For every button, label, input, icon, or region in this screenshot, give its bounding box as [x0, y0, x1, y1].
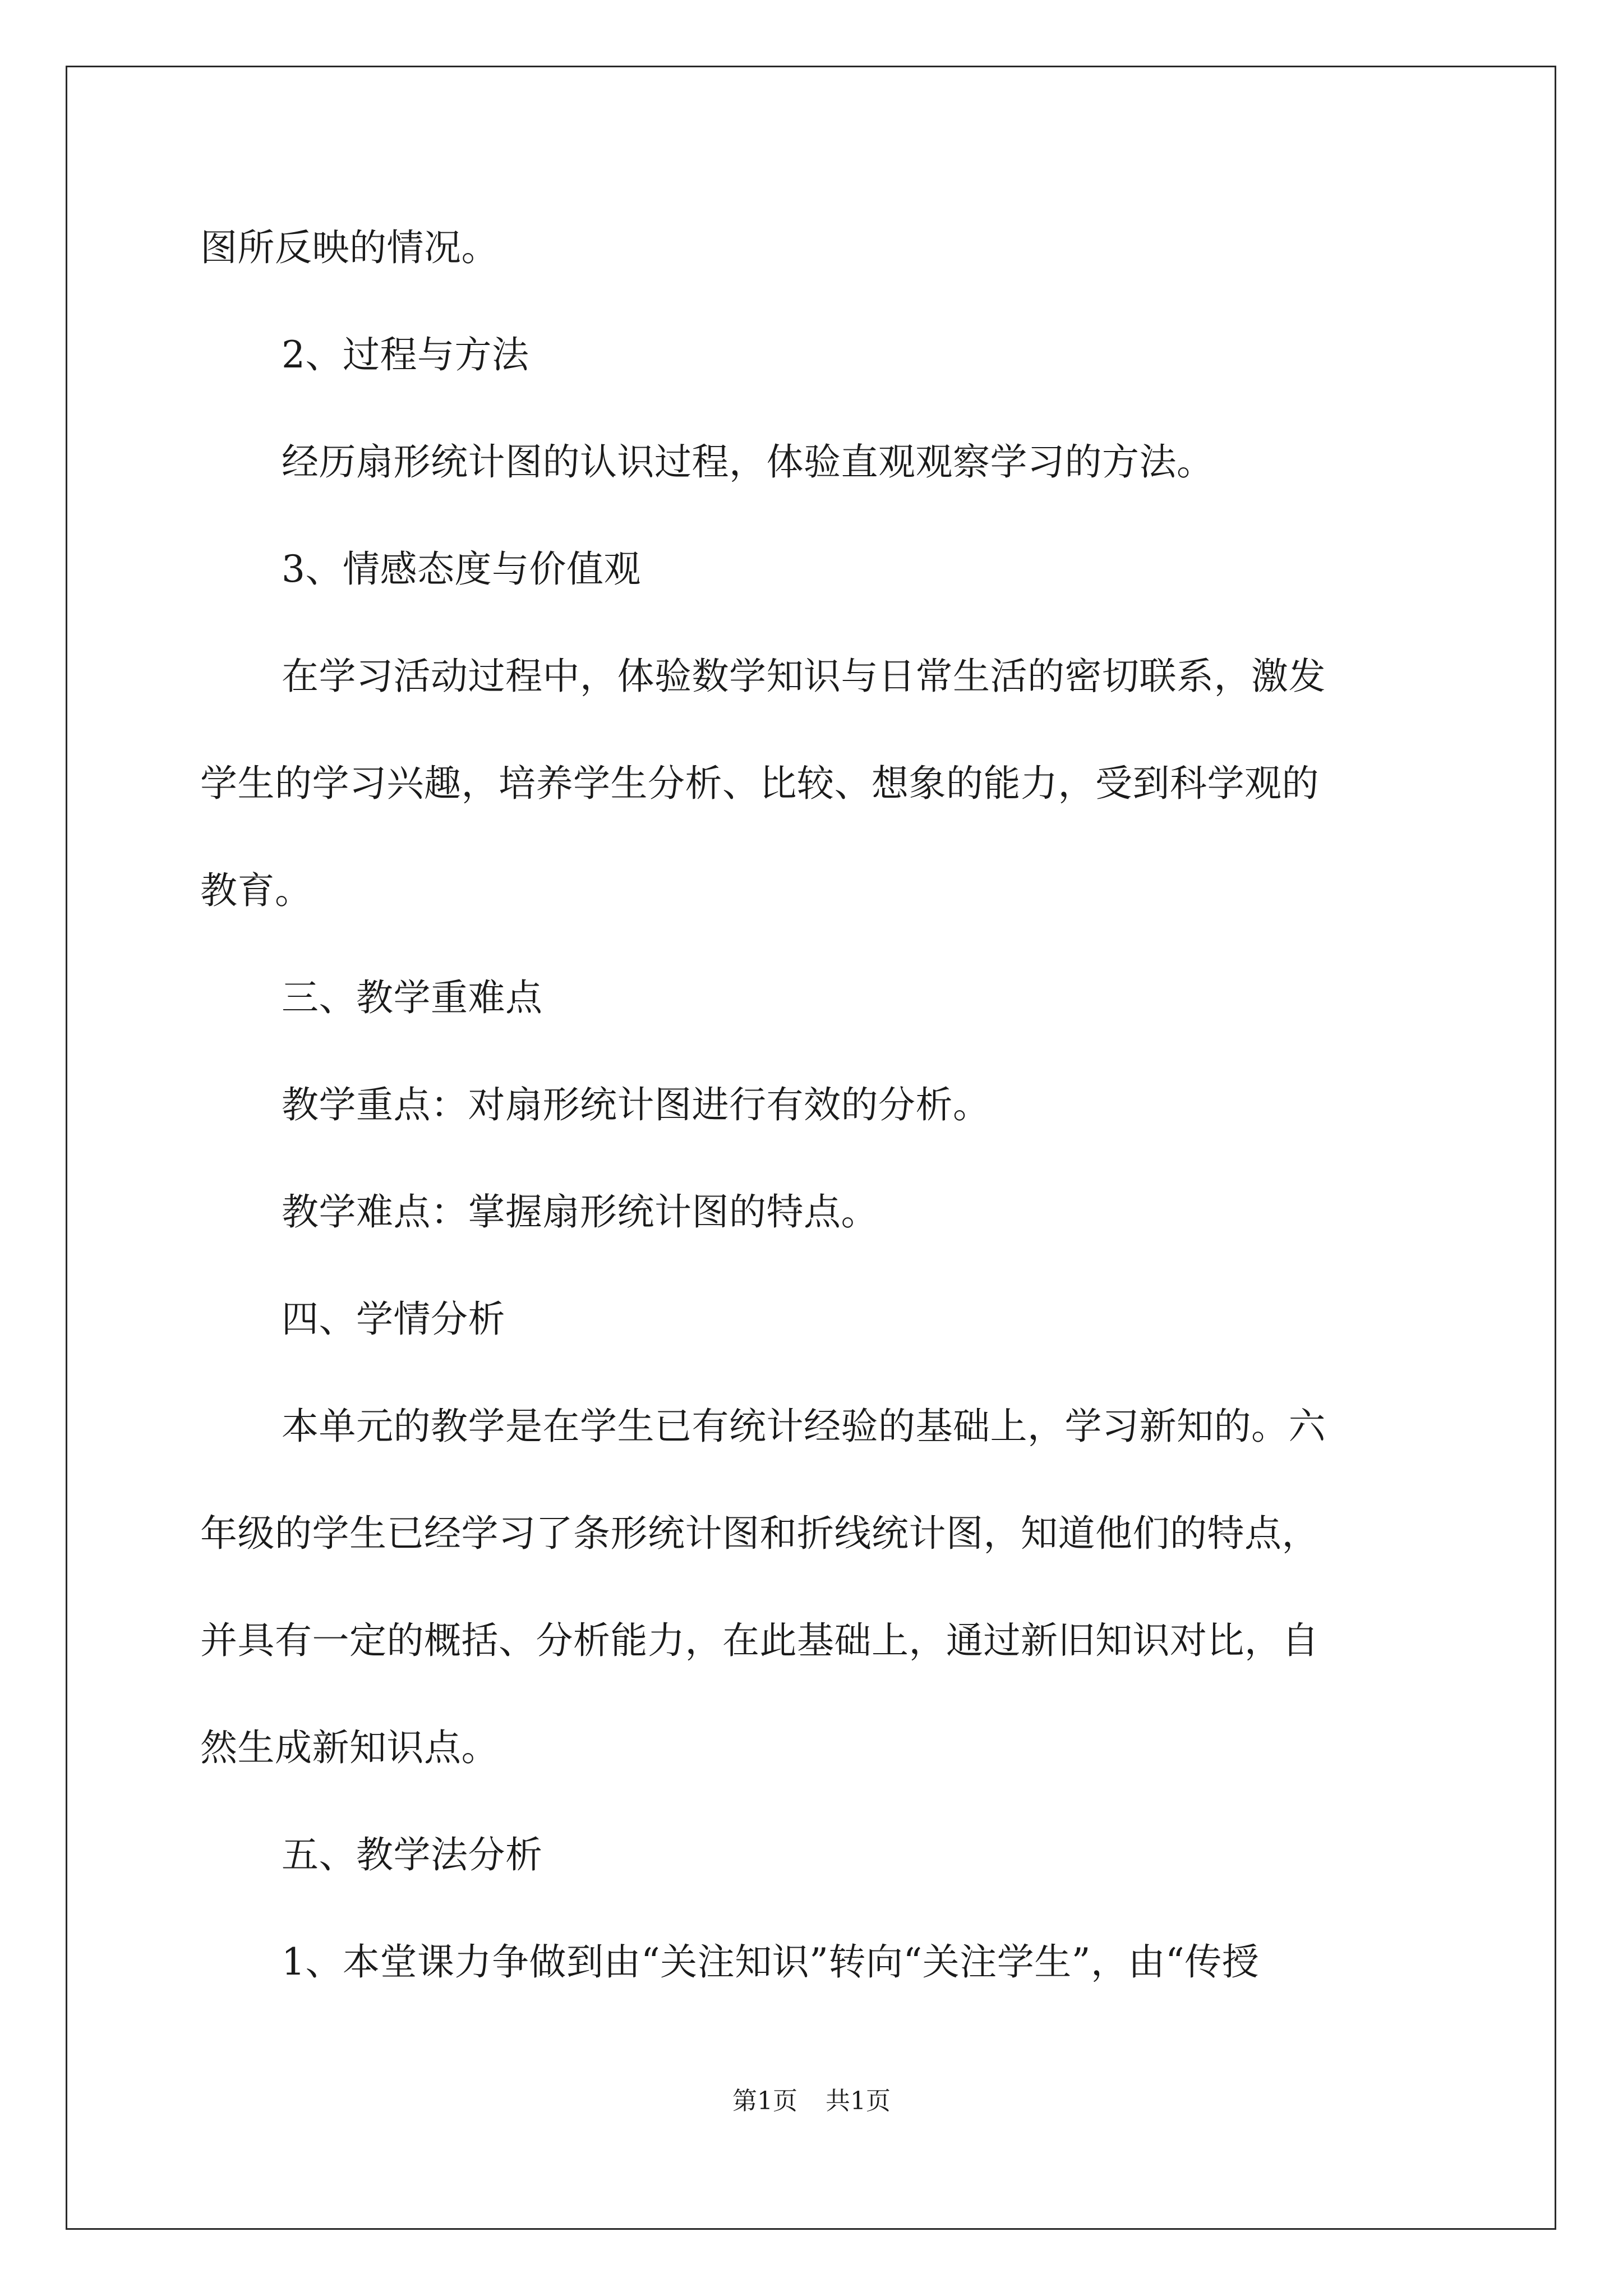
section-heading: 3、情感态度与价值观 [282, 547, 641, 591]
text-line: 图所反映的情况。 [200, 226, 499, 269]
page-total: 共1页 [826, 2087, 891, 2115]
text-line: 本单元的教学是在学生已有统计经验的基础上，学习新知的。六 [282, 1405, 1326, 1448]
text-line: 教育。 [200, 869, 312, 912]
text-line: 教学重点：对扇形统计图进行有效的分析。 [282, 1083, 990, 1126]
section-heading: 五、教学法分析 [282, 1833, 543, 1876]
text-line: 并具有一定的概括、分析能力，在此基础上，通过新旧知识对比，自 [200, 1619, 1319, 1662]
section-heading: 2、过程与方法 [282, 333, 529, 376]
page-border [66, 66, 1556, 2230]
text-line: 教学难点：掌握扇形统计图的特点。 [282, 1190, 878, 1234]
text-line: 在学习活动过程中，体验数学知识与日常生活的密切联系，激发 [282, 655, 1326, 698]
page-number: 第1页 [732, 2087, 797, 2115]
text-line: 1、本堂课力争做到由“关注知识”转向“关注学生”，由“传授 [282, 1940, 1260, 1984]
section-heading: 三、教学重难点 [282, 976, 543, 1019]
text-line: 年级的学生已经学习了条形统计图和折线统计图，知道他们的特点， [200, 1512, 1319, 1555]
page-footer [0, 2086, 1623, 2117]
section-heading: 四、学情分析 [282, 1297, 505, 1341]
text-line: 然生成新知识点。 [200, 1726, 499, 1769]
text-line: 学生的学习兴趣，培养学生分析、比较、想象的能力，受到科学观的 [200, 762, 1319, 805]
text-line: 经历扇形统计图的认识过程，体验直观观察学习的方法。 [282, 440, 1214, 484]
